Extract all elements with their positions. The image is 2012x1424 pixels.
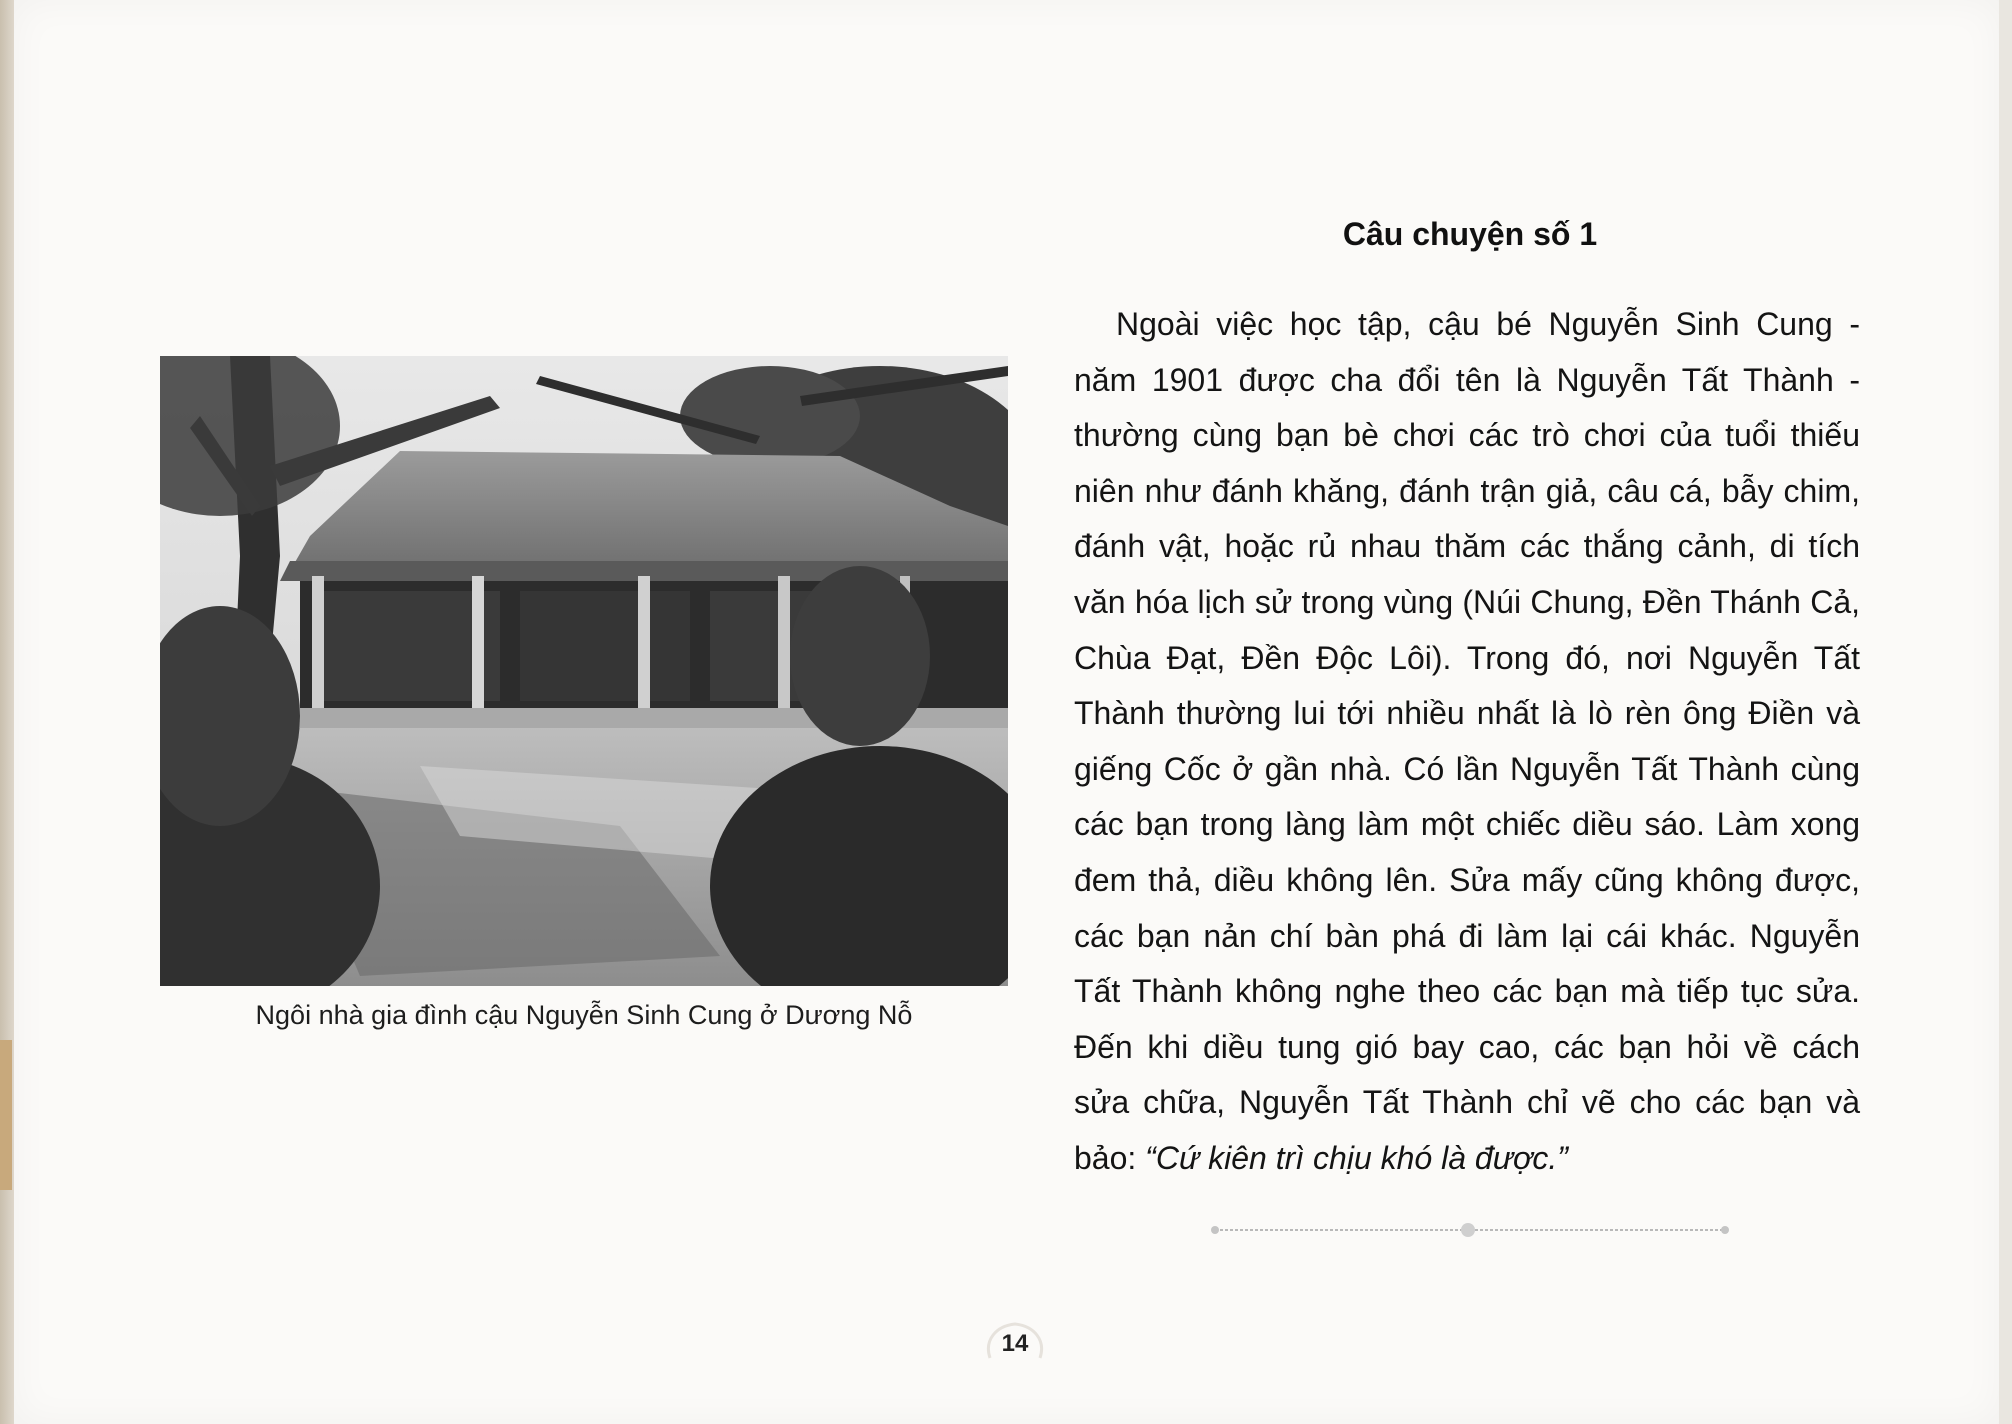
house-photo <box>160 356 1008 986</box>
story-text: Ngoài việc học tập, cậu bé Nguyễn Sinh Cung - năm 1901 được cha đổi tên là Nguyễn Tất Thành - thường cùng bạn bè chơi các trò chơi của tuổi thiếu niên như đánh khăng, đánh trận giả, câu cá, bẫy chim, đánh vật, hoặc rủ nhau thăm các thắng cảnh, di tích văn hóa lịch sử trong vùng (Núi Chung, Đền Thánh Cả, Chùa Đạt, Đền Độc Lôi). Trong đó, nơi Nguyễn Tất Thành thường lui tới nhiều nhất là lò rèn ông Điền và giếng Cốc ở gần nhà. Có lần Nguyễn Tất Thành cùng các bạn trong làng làm một chiếc diều sáo. Làm xong đem thả, diều không lên. Sửa mấy cũng không được, các bạn nản chí bàn phá đi làm lại cái khác. Nguyễn Tất Thành không nghe theo các bạn mà tiếp tục sửa. Đến khi diều tung gió bay cao, các bạn hỏi về cách sửa chữa, Nguyễn Tất Thành chỉ vẽ cho các bạn và bảo: <box>1074 306 1860 1176</box>
story-title: Câu chuyện số 1 <box>1342 216 1598 252</box>
page-left-edge <box>0 0 14 1424</box>
story-quote: “Cứ kiên trì chịu khó là được.” <box>1145 1139 1568 1176</box>
photo-caption: Ngôi nhà gia đình cậu Nguyễn Sinh Cung ở Dương Nỗ <box>255 1000 913 1030</box>
page-edge-stain <box>0 1040 12 1190</box>
divider-ornament <box>1205 1220 1735 1240</box>
page-number: 14 <box>1001 1330 1029 1357</box>
story-body <box>1074 297 1860 1187</box>
